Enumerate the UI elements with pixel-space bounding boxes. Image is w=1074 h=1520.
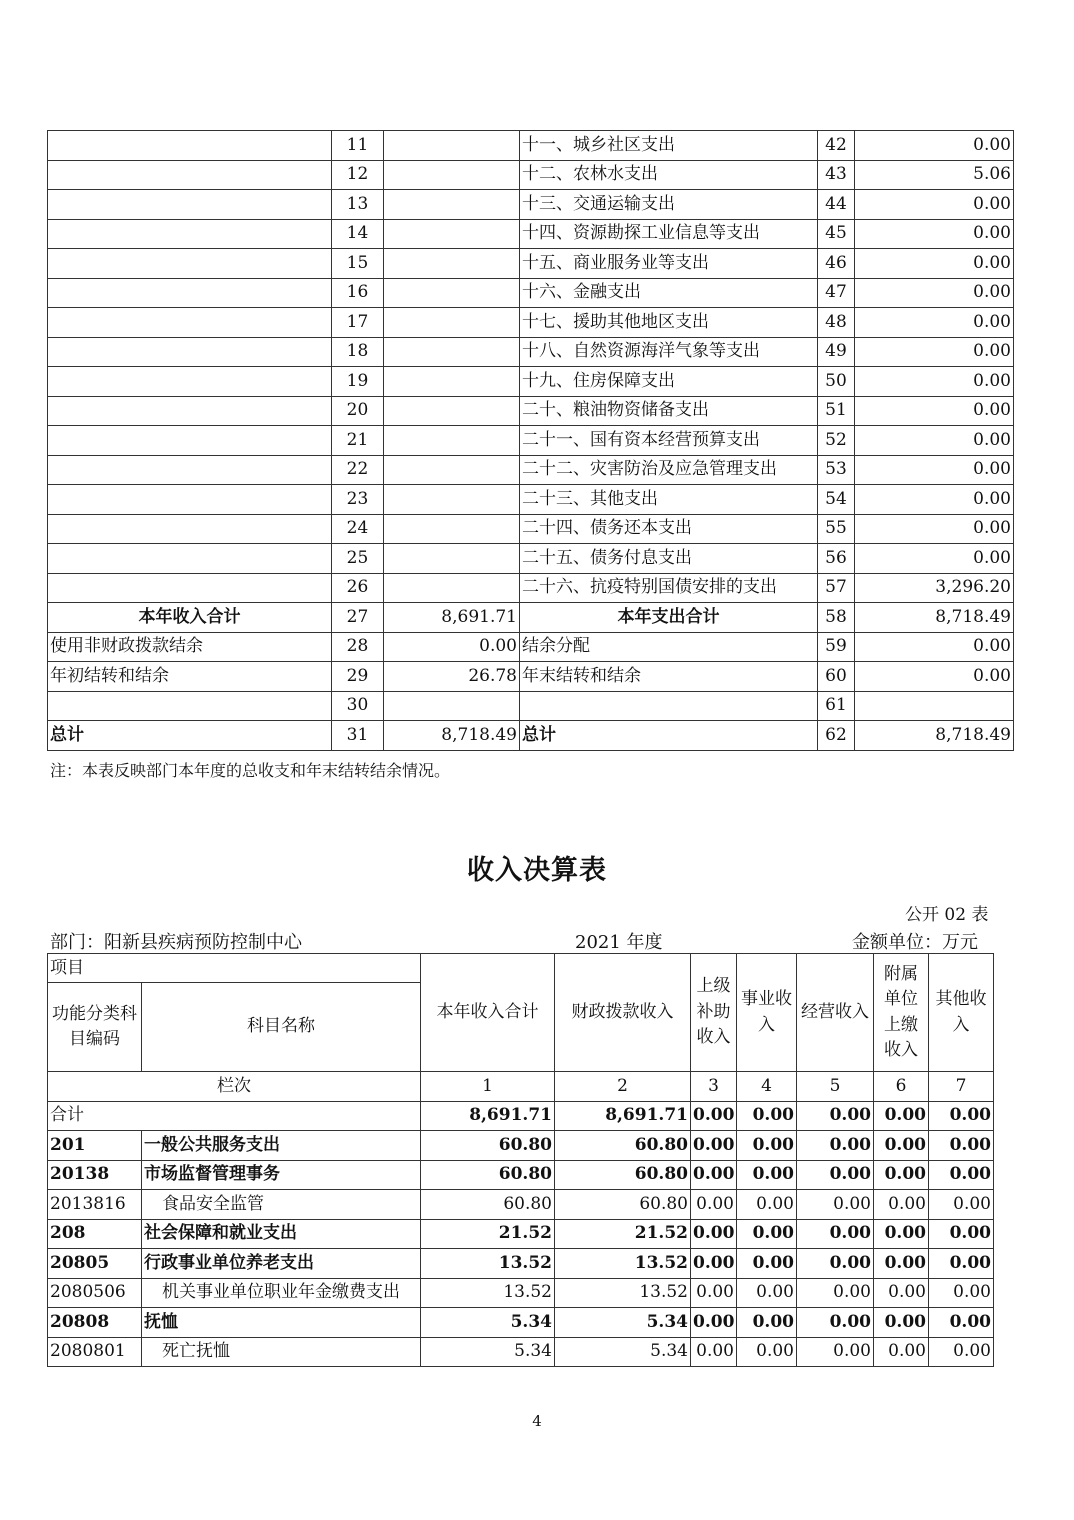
income-item-label: 使用非财政拨款结余 [48,632,332,662]
expenditure-amount: 0.00 [855,278,1014,308]
expenditure-row-number: 47 [818,278,855,308]
income-amount: 26.78 [384,662,520,692]
amount-cell: 0.00 [737,1190,797,1220]
income-item-label [48,219,332,249]
expenditure-amount: 3,296.20 [855,573,1014,603]
table-row [48,1131,994,1161]
total-amount: 0.00 [874,1101,929,1131]
income-amount: 0.00 [384,632,520,662]
header-total: 本年收入合计 [421,954,555,1072]
amount-cell: 0.00 [797,1219,874,1249]
amount-cell: 0.00 [797,1308,874,1338]
expenditure-item-label: 十六、金融支出 [520,278,818,308]
amount-cell: 0.00 [929,1308,994,1338]
amount-cell: 13.52 [421,1278,555,1308]
income-expenditure-table [47,130,1014,751]
header-business: 事业收入 [737,954,797,1072]
income-row-number: 29 [332,662,384,692]
amount-cell: 0.00 [797,1131,874,1161]
table-row [48,308,1014,338]
column-number: 2 [555,1072,691,1102]
income-item-label [48,544,332,574]
table-row [48,1278,994,1308]
amount-cell: 0.00 [797,1190,874,1220]
income-row-number: 17 [332,308,384,338]
header-affiliated: 附属单位上缴收入 [874,954,929,1072]
amount-cell: 0.00 [691,1278,737,1308]
table-row [48,573,1014,603]
total-amount: 0.00 [691,1101,737,1131]
expenditure-amount: 0.00 [855,249,1014,279]
amount-cell: 0.00 [874,1249,929,1279]
table-row [48,1308,994,1338]
amount-cell: 0.00 [929,1131,994,1161]
amount-cell: 0.00 [737,1337,797,1367]
column-number: 6 [874,1072,929,1102]
table-row [48,160,1014,190]
table-row [48,426,1014,456]
subject-name: 行政事业单位养老支出 [142,1249,421,1279]
header-fiscal: 财政拨款收入 [555,954,691,1072]
total-amount: 0.00 [929,1101,994,1131]
amount-cell: 60.80 [555,1131,691,1161]
income-item-label [48,131,332,161]
income-amount [384,455,520,485]
expenditure-item-label: 总计 [520,721,818,751]
amount-cell: 0.00 [929,1337,994,1367]
income-row-number: 25 [332,544,384,574]
amount-cell: 0.00 [874,1190,929,1220]
expenditure-amount: 0.00 [855,455,1014,485]
expenditure-row-number: 42 [818,131,855,161]
amount-cell: 0.00 [874,1219,929,1249]
amount-cell: 60.80 [421,1131,555,1161]
header-column-index: 栏次 [48,1072,421,1102]
subject-code: 20805 [48,1249,142,1279]
expenditure-amount: 0.00 [855,337,1014,367]
subject-code: 2013816 [48,1190,142,1220]
income-amount: 8,718.49 [384,721,520,751]
income-row-number: 11 [332,131,384,161]
amount-unit: 金额单位：万元 [852,932,978,953]
amount-cell: 0.00 [797,1337,874,1367]
department-label: 部门：阳新县疾病预防控制中心 [50,932,302,953]
column-number: 7 [929,1072,994,1102]
income-amount [384,691,520,721]
amount-cell: 21.52 [421,1219,555,1249]
amount-cell: 0.00 [691,1337,737,1367]
income-item-label [48,278,332,308]
subject-name: 食品安全监管 [142,1190,421,1220]
expenditure-item-label [520,691,818,721]
expenditure-row-number: 62 [818,721,855,751]
expenditure-item-label: 二十一、国有资本经营预算支出 [520,426,818,456]
expenditure-amount: 0.00 [855,308,1014,338]
table-row [48,514,1014,544]
amount-cell: 60.80 [555,1190,691,1220]
expenditure-amount: 0.00 [855,190,1014,220]
amount-cell: 13.52 [421,1249,555,1279]
income-amount [384,485,520,515]
total-label: 合计 [48,1101,421,1131]
table-row [48,131,1014,161]
income-row-number: 27 [332,603,384,633]
expenditure-item-label: 十九、住房保障支出 [520,367,818,397]
amount-cell: 21.52 [555,1219,691,1249]
subject-name: 机关事业单位职业年金缴费支出 [142,1278,421,1308]
income-final-account-table [47,953,994,1367]
expenditure-item-label: 十四、资源勘探工业信息等支出 [520,219,818,249]
table-number: 公开 02 表 [905,905,989,925]
income-amount [384,337,520,367]
amount-cell: 0.00 [929,1219,994,1249]
subject-name: 一般公共服务支出 [142,1131,421,1161]
income-row-number: 21 [332,426,384,456]
income-amount [384,219,520,249]
income-row-number: 30 [332,691,384,721]
table-row [48,1190,994,1220]
income-item-label: 本年收入合计 [48,603,332,633]
expenditure-item-label: 十一、城乡社区支出 [520,131,818,161]
amount-cell: 0.00 [797,1160,874,1190]
amount-cell: 0.00 [691,1190,737,1220]
total-amount: 8,691.71 [555,1101,691,1131]
header-other: 其他收入 [929,954,994,1072]
expenditure-item-label: 二十二、灾害防治及应急管理支出 [520,455,818,485]
header-code: 功能分类科目编码 [48,983,142,1072]
income-item-label [48,396,332,426]
table-row [48,1337,994,1367]
expenditure-amount [855,691,1014,721]
amount-cell: 5.34 [555,1308,691,1338]
expenditure-row-number: 43 [818,160,855,190]
header-project: 项目 [48,954,421,983]
amount-cell: 5.34 [555,1337,691,1367]
income-row-number: 22 [332,455,384,485]
amount-cell: 0.00 [737,1308,797,1338]
income-amount: 8,691.71 [384,603,520,633]
income-row-number: 15 [332,249,384,279]
subject-name: 抚恤 [142,1308,421,1338]
expenditure-row-number: 57 [818,573,855,603]
amount-cell: 0.00 [691,1308,737,1338]
expenditure-row-number: 51 [818,396,855,426]
expenditure-item-label: 年末结转和结余 [520,662,818,692]
table-row [48,1160,994,1190]
expenditure-row-number: 45 [818,219,855,249]
amount-cell: 0.00 [874,1278,929,1308]
expenditure-amount: 0.00 [855,514,1014,544]
table-row [48,367,1014,397]
table-row [48,190,1014,220]
expenditure-row-number: 56 [818,544,855,574]
expenditure-row-number: 49 [818,337,855,367]
income-item-label [48,691,332,721]
income-amount [384,573,520,603]
expenditure-item-label: 二十四、债务还本支出 [520,514,818,544]
income-item-label [48,514,332,544]
expenditure-row-number: 53 [818,455,855,485]
income-item-label [48,249,332,279]
income-row-number: 20 [332,396,384,426]
expenditure-item-label: 十七、援助其他地区支出 [520,308,818,338]
table-row [48,485,1014,515]
amount-cell: 0.00 [737,1278,797,1308]
amount-cell: 0.00 [874,1308,929,1338]
amount-cell: 0.00 [691,1219,737,1249]
column-number: 4 [737,1072,797,1102]
amount-cell: 0.00 [737,1160,797,1190]
income-item-label [48,426,332,456]
amount-cell: 0.00 [737,1131,797,1161]
table-row [48,278,1014,308]
expenditure-item-label: 二十三、其他支出 [520,485,818,515]
table-note: 注：本表反映部门本年度的总收支和年末结转结余情况。 [50,761,451,780]
amount-cell: 0.00 [737,1219,797,1249]
table-row [48,249,1014,279]
expenditure-row-number: 58 [818,603,855,633]
header-operating: 经营收入 [797,954,874,1072]
subject-name: 死亡抚恤 [142,1337,421,1367]
income-row-number: 24 [332,514,384,544]
expenditure-row-number: 55 [818,514,855,544]
amount-cell: 0.00 [929,1249,994,1279]
header-superior: 上级补助收入 [691,954,737,1072]
amount-cell: 0.00 [691,1249,737,1279]
expenditure-item-label: 本年支出合计 [520,603,818,633]
amount-cell: 0.00 [691,1131,737,1161]
subject-name: 市场监督管理事务 [142,1160,421,1190]
income-item-label [48,367,332,397]
income-amount [384,160,520,190]
income-item-label [48,308,332,338]
column-number: 3 [691,1072,737,1102]
expenditure-amount: 8,718.49 [855,603,1014,633]
income-row-number: 28 [332,632,384,662]
income-item-label: 年初结转和结余 [48,662,332,692]
amount-cell: 0.00 [874,1131,929,1161]
income-amount [384,426,520,456]
income-amount [384,131,520,161]
expenditure-amount: 0.00 [855,396,1014,426]
subject-code: 20138 [48,1160,142,1190]
income-row-number: 12 [332,160,384,190]
amount-cell: 60.80 [421,1190,555,1220]
subject-name: 社会保障和就业支出 [142,1219,421,1249]
column-number: 5 [797,1072,874,1102]
amount-cell: 0.00 [874,1160,929,1190]
income-item-label [48,485,332,515]
header-name: 科目名称 [142,983,421,1072]
total-amount: 0.00 [737,1101,797,1131]
subject-code: 208 [48,1219,142,1249]
table-row [48,632,1014,662]
table-row [48,455,1014,485]
subject-code: 2080506 [48,1278,142,1308]
expenditure-amount: 0.00 [855,426,1014,456]
income-amount [384,544,520,574]
table-row [48,1219,994,1249]
income-row-number: 26 [332,573,384,603]
amount-cell: 0.00 [737,1249,797,1279]
income-row-number: 23 [332,485,384,515]
income-item-label [48,160,332,190]
amount-cell: 13.52 [555,1278,691,1308]
income-row-number: 19 [332,367,384,397]
table-row [48,219,1014,249]
expenditure-item-label: 二十、粮油物资储备支出 [520,396,818,426]
amount-cell: 0.00 [929,1190,994,1220]
table-row [48,396,1014,426]
total-amount: 8,691.71 [421,1101,555,1131]
income-amount [384,308,520,338]
income-amount [384,514,520,544]
expenditure-item-label: 二十五、债务付息支出 [520,544,818,574]
income-amount [384,278,520,308]
income-amount [384,367,520,397]
amount-cell: 0.00 [797,1278,874,1308]
income-item-label: 总计 [48,721,332,751]
amount-cell: 0.00 [797,1249,874,1279]
expenditure-amount: 0.00 [855,131,1014,161]
subject-code: 20808 [48,1308,142,1338]
income-item-label [48,573,332,603]
expenditure-row-number: 59 [818,632,855,662]
expenditure-row-number: 54 [818,485,855,515]
amount-cell: 60.80 [555,1160,691,1190]
column-number: 1 [421,1072,555,1102]
fiscal-year: 2021 年度 [575,932,663,953]
income-row-number: 18 [332,337,384,367]
amount-cell: 5.34 [421,1308,555,1338]
expenditure-item-label: 十五、商业服务业等支出 [520,249,818,279]
expenditure-amount: 0.00 [855,544,1014,574]
table-row [48,662,1014,692]
amount-cell: 0.00 [929,1278,994,1308]
expenditure-amount: 0.00 [855,485,1014,515]
amount-cell: 0.00 [929,1160,994,1190]
expenditure-item-label: 结余分配 [520,632,818,662]
subject-code: 2080801 [48,1337,142,1367]
expenditure-row-number: 60 [818,662,855,692]
expenditure-amount: 0.00 [855,662,1014,692]
total-row [48,1101,994,1131]
page-number: 4 [532,1412,542,1430]
expenditure-amount: 0.00 [855,219,1014,249]
expenditure-row-number: 46 [818,249,855,279]
amount-cell: 13.52 [555,1249,691,1279]
table-row [48,721,1014,751]
income-item-label [48,337,332,367]
income-amount [384,190,520,220]
amount-cell: 5.34 [421,1337,555,1367]
income-amount [384,249,520,279]
total-amount: 0.00 [797,1101,874,1131]
income-item-label [48,190,332,220]
expenditure-amount: 0.00 [855,632,1014,662]
expenditure-item-label: 十三、交通运输支出 [520,190,818,220]
expenditure-row-number: 52 [818,426,855,456]
expenditure-row-number: 48 [818,308,855,338]
income-amount [384,396,520,426]
expenditure-item-label: 十二、农林水支出 [520,160,818,190]
expenditure-row-number: 50 [818,367,855,397]
expenditure-amount: 0.00 [855,367,1014,397]
amount-cell: 0.00 [691,1160,737,1190]
income-item-label [48,455,332,485]
income-row-number: 16 [332,278,384,308]
expenditure-row-number: 61 [818,691,855,721]
table-row [48,1249,994,1279]
amount-cell: 60.80 [421,1160,555,1190]
expenditure-amount: 8,718.49 [855,721,1014,751]
income-row-number: 31 [332,721,384,751]
expenditure-row-number: 44 [818,190,855,220]
expenditure-item-label: 十八、自然资源海洋气象等支出 [520,337,818,367]
table-row [48,691,1014,721]
table-row [48,544,1014,574]
page-title: 收入决算表 [467,855,607,886]
expenditure-item-label: 二十六、抗疫特别国债安排的支出 [520,573,818,603]
income-row-number: 13 [332,190,384,220]
subject-code: 201 [48,1131,142,1161]
amount-cell: 0.00 [874,1337,929,1367]
table-row [48,337,1014,367]
table-row [48,603,1014,633]
income-row-number: 14 [332,219,384,249]
expenditure-amount: 5.06 [855,160,1014,190]
